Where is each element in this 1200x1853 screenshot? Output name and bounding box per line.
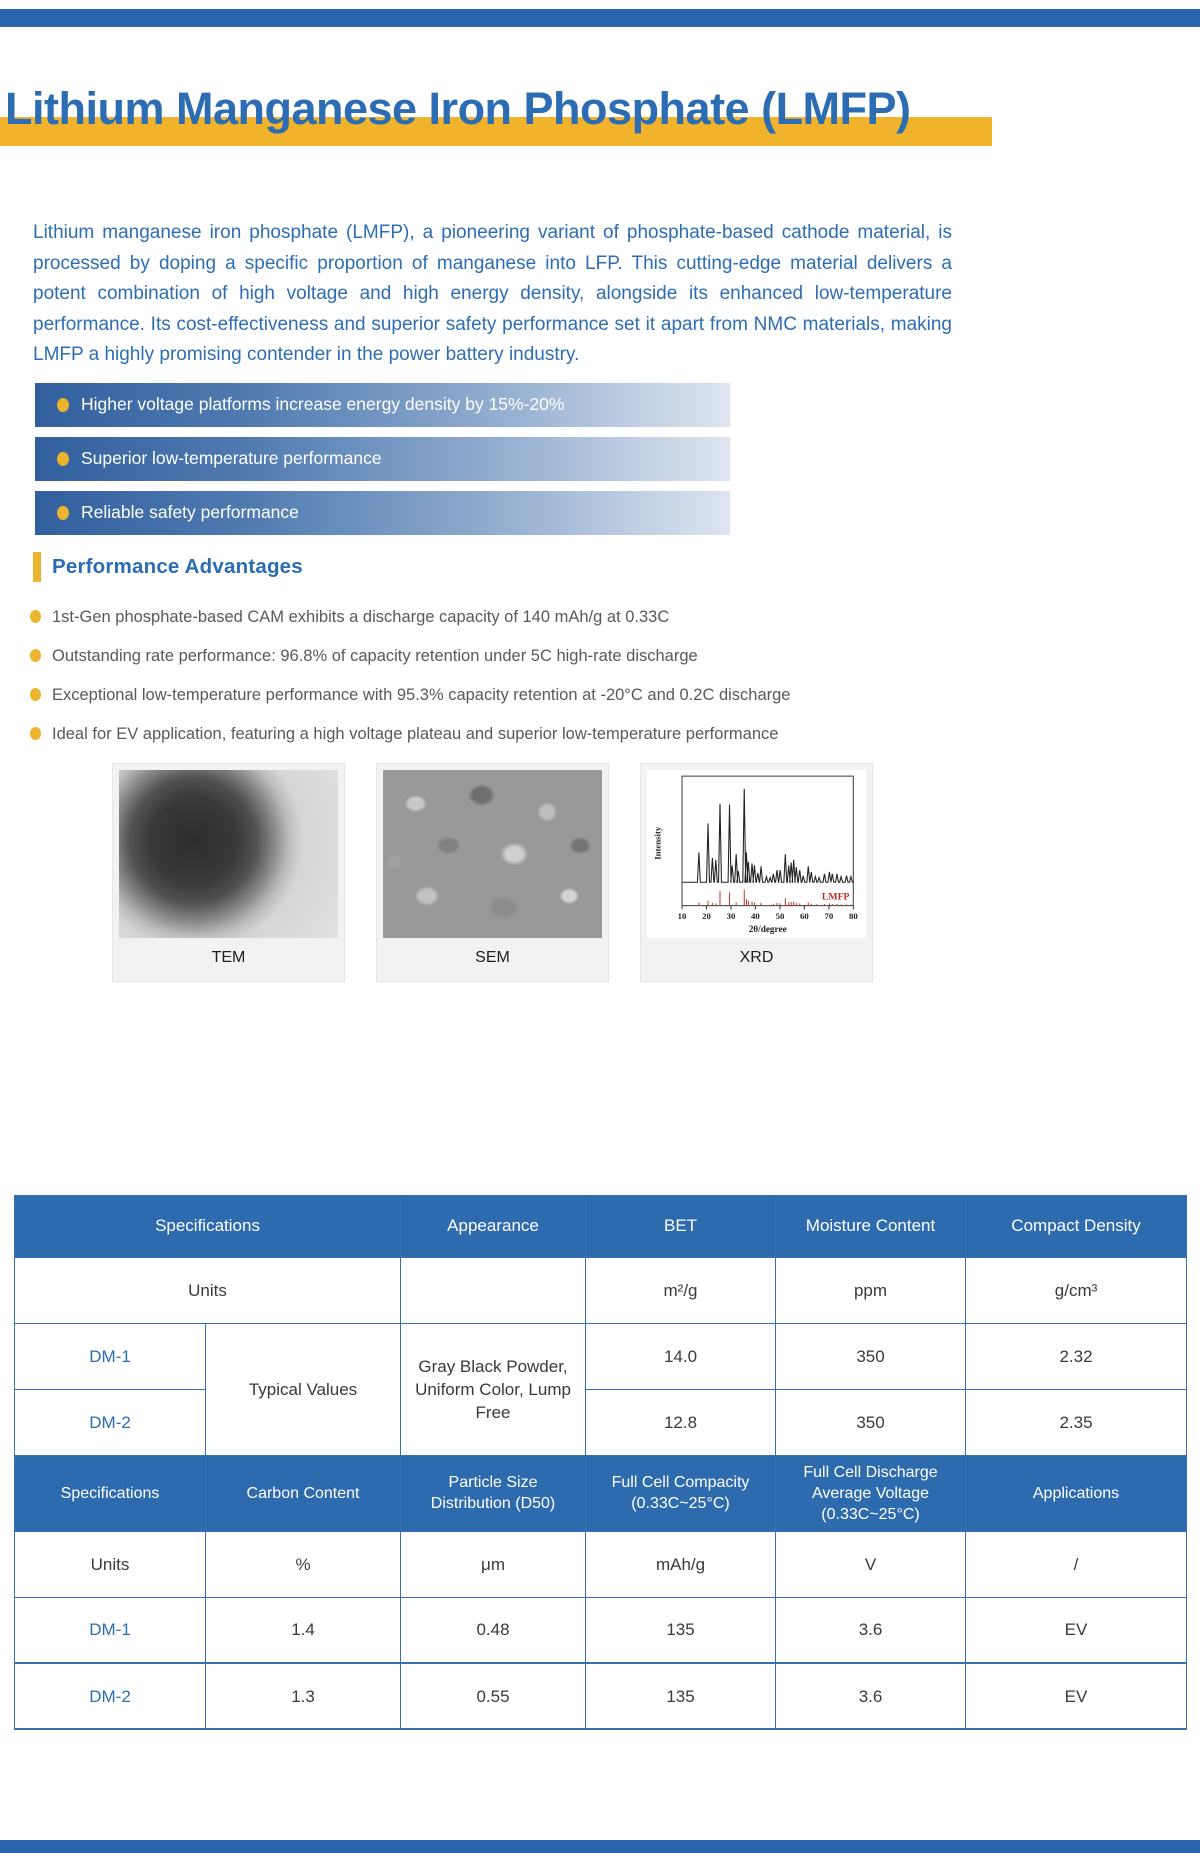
svg-text:50: 50 bbox=[775, 910, 785, 921]
tem-micrograph-image bbox=[119, 770, 338, 938]
svg-text:60: 60 bbox=[800, 910, 809, 921]
svg-text:70: 70 bbox=[824, 910, 834, 921]
table-cell: 1.3 bbox=[206, 1663, 401, 1729]
bullet-dot-icon bbox=[57, 452, 69, 466]
table-cell: 1.4 bbox=[206, 1597, 401, 1663]
table-cell-product-label: DM-1 bbox=[15, 1323, 206, 1389]
table-cell: 2.35 bbox=[966, 1389, 1187, 1455]
bullet-dot-icon bbox=[30, 727, 41, 740]
table-cell: 0.48 bbox=[401, 1597, 586, 1663]
table-row-dm2 bbox=[15, 1389, 1187, 1455]
svg-text:10: 10 bbox=[677, 910, 687, 921]
table-cell: EV bbox=[966, 1663, 1187, 1729]
table-cell: Units bbox=[15, 1257, 401, 1323]
xrd-xlabel: 2θ/degree bbox=[748, 923, 787, 934]
figure-card-sem bbox=[376, 763, 609, 982]
table-cell-product-label: DM-1 bbox=[15, 1597, 206, 1663]
highlight-banner-voltage bbox=[35, 383, 730, 427]
top-accent-bar bbox=[0, 9, 1200, 27]
figure-card-tem bbox=[112, 763, 345, 982]
bullet-dot-icon bbox=[30, 688, 41, 701]
table-cell: 3.6 bbox=[776, 1663, 966, 1729]
svg-text:20: 20 bbox=[702, 910, 711, 921]
specifications-table bbox=[14, 1195, 1187, 1731]
table-cell: μm bbox=[401, 1531, 586, 1597]
table-header-cell: Compact Density bbox=[966, 1195, 1187, 1257]
section-title: Performance Advantages bbox=[52, 554, 303, 578]
svg-text:30: 30 bbox=[726, 910, 736, 921]
table-row-units-2 bbox=[15, 1531, 1187, 1597]
table-cell: 3.6 bbox=[776, 1597, 966, 1663]
highlight-banner-low-temperature bbox=[35, 437, 730, 481]
advantage-text: Ideal for EV application, featuring a high voltage plateau and superior low-temperature performance bbox=[52, 724, 779, 743]
sem-micrograph-image bbox=[383, 770, 602, 938]
table-cell: m²/g bbox=[586, 1257, 776, 1323]
bullet-dot-icon bbox=[57, 398, 69, 412]
advantage-text: Exceptional low-temperature performance with 95.3% capacity retention at -20°C and 0.2C discharge bbox=[52, 685, 791, 704]
page-title: Lithium Manganese Iron Phosphate (LMFP) bbox=[5, 83, 911, 134]
list-item bbox=[30, 724, 1200, 744]
advantage-text: Outstanding rate performance: 96.8% of capacity retention under 5C high-rate discharge bbox=[52, 646, 698, 665]
highlight-banner-safety bbox=[35, 491, 730, 535]
xrd-ylabel: Intensity bbox=[652, 826, 663, 860]
table-cell: / bbox=[966, 1531, 1187, 1597]
svg-text:40: 40 bbox=[751, 910, 760, 921]
table-cell: 14.0 bbox=[586, 1323, 776, 1389]
table-cell: 135 bbox=[586, 1597, 776, 1663]
table-row-units-1 bbox=[15, 1257, 1187, 1323]
table-cell: 350 bbox=[776, 1323, 966, 1389]
table-cell: V bbox=[776, 1531, 966, 1597]
table-cell: EV bbox=[966, 1597, 1187, 1663]
table-cell-typical-values: Typical Values bbox=[206, 1323, 401, 1455]
bottom-accent-bar bbox=[0, 1840, 1200, 1853]
bullet-dot-icon bbox=[30, 649, 41, 662]
table-row-header-1 bbox=[15, 1195, 1187, 1257]
list-item bbox=[30, 607, 1200, 627]
table-cell: 2.32 bbox=[966, 1323, 1187, 1389]
table-cell: 350 bbox=[776, 1389, 966, 1455]
table-header-cell: BET bbox=[586, 1195, 776, 1257]
intro-paragraph: Lithium manganese iron phosphate (LMFP), a pioneering variant of phosphate-based cathode material, is processed by doping a specific proportion of manganese into LFP. This cutting-edge material delivers a potent combination of high voltage and high energy density, alongside its enhanced low-temperature performance. Its cost-effectiveness and superior safety performance set it apart from NMC materials, making LMFP a highly promising contender in the power battery industry. bbox=[33, 222, 952, 365]
figure-card-xrd bbox=[640, 763, 873, 982]
table-header-cell: Specifications bbox=[15, 1195, 401, 1257]
table-header-cell: Moisture Content bbox=[776, 1195, 966, 1257]
section-accent-bar bbox=[33, 552, 41, 582]
table-cell: mAh/g bbox=[586, 1531, 776, 1597]
table-row-dm1 bbox=[15, 1323, 1187, 1389]
table-cell-product-label: DM-2 bbox=[15, 1389, 206, 1455]
list-item bbox=[30, 646, 1200, 666]
highlight-banners bbox=[0, 383, 1200, 535]
table-header-cell: Carbon Content bbox=[206, 1455, 401, 1531]
table-row-header-2 bbox=[15, 1455, 1187, 1531]
table-cell: Units bbox=[15, 1531, 206, 1597]
advantage-list bbox=[0, 607, 1200, 744]
performance-advantages-heading bbox=[33, 551, 1200, 583]
table-header-cell: Full Cell Discharge Average Voltage (0.33C~25°C) bbox=[776, 1455, 966, 1531]
title-block bbox=[0, 84, 1200, 142]
figure-caption: TEM bbox=[211, 948, 246, 966]
figure-caption: SEM bbox=[475, 948, 510, 966]
table-cell: 135 bbox=[586, 1663, 776, 1729]
table-cell-appearance: Gray Black Powder, Uniform Color, Lump Free bbox=[401, 1323, 586, 1455]
table-cell: 12.8 bbox=[586, 1389, 776, 1455]
table-cell: % bbox=[206, 1531, 401, 1597]
table-header-cell: Appearance bbox=[401, 1195, 586, 1257]
table-cell-product-label: DM-2 bbox=[15, 1663, 206, 1729]
figure-caption: XRD bbox=[739, 948, 774, 966]
table-header-cell: Full Cell Compacity (0.33C~25°C) bbox=[586, 1455, 776, 1531]
table-row-dm2-cell bbox=[15, 1663, 1187, 1729]
table-cell bbox=[401, 1257, 586, 1323]
highlight-banner-label: Reliable safety performance bbox=[81, 502, 299, 522]
highlight-banner-label: Higher voltage platforms increase energy density by 15%-20% bbox=[81, 394, 565, 414]
table-cell: g/cm³ bbox=[966, 1257, 1187, 1323]
table-cell: 0.55 bbox=[401, 1663, 586, 1729]
advantage-text: 1st-Gen phosphate-based CAM exhibits a discharge capacity of 140 mAh/g at 0.33C bbox=[52, 607, 670, 626]
table-row-dm1-cell bbox=[15, 1597, 1187, 1663]
xrd-chart-image bbox=[647, 770, 866, 938]
list-item bbox=[30, 685, 1200, 705]
table-cell: ppm bbox=[776, 1257, 966, 1323]
table-header-cell: Specifications bbox=[15, 1455, 206, 1531]
svg-text:80: 80 bbox=[848, 910, 858, 921]
table-header-cell: Applications bbox=[966, 1455, 1187, 1531]
figure-row bbox=[112, 763, 1200, 982]
bullet-dot-icon bbox=[30, 610, 41, 623]
xrd-legend-label: LMFP bbox=[821, 891, 850, 903]
highlight-banner-label: Superior low-temperature performance bbox=[81, 448, 382, 468]
table-header-cell: Particle Size Distribution (D50) bbox=[401, 1455, 586, 1531]
xrd-chart bbox=[647, 770, 866, 938]
bullet-dot-icon bbox=[57, 506, 69, 520]
